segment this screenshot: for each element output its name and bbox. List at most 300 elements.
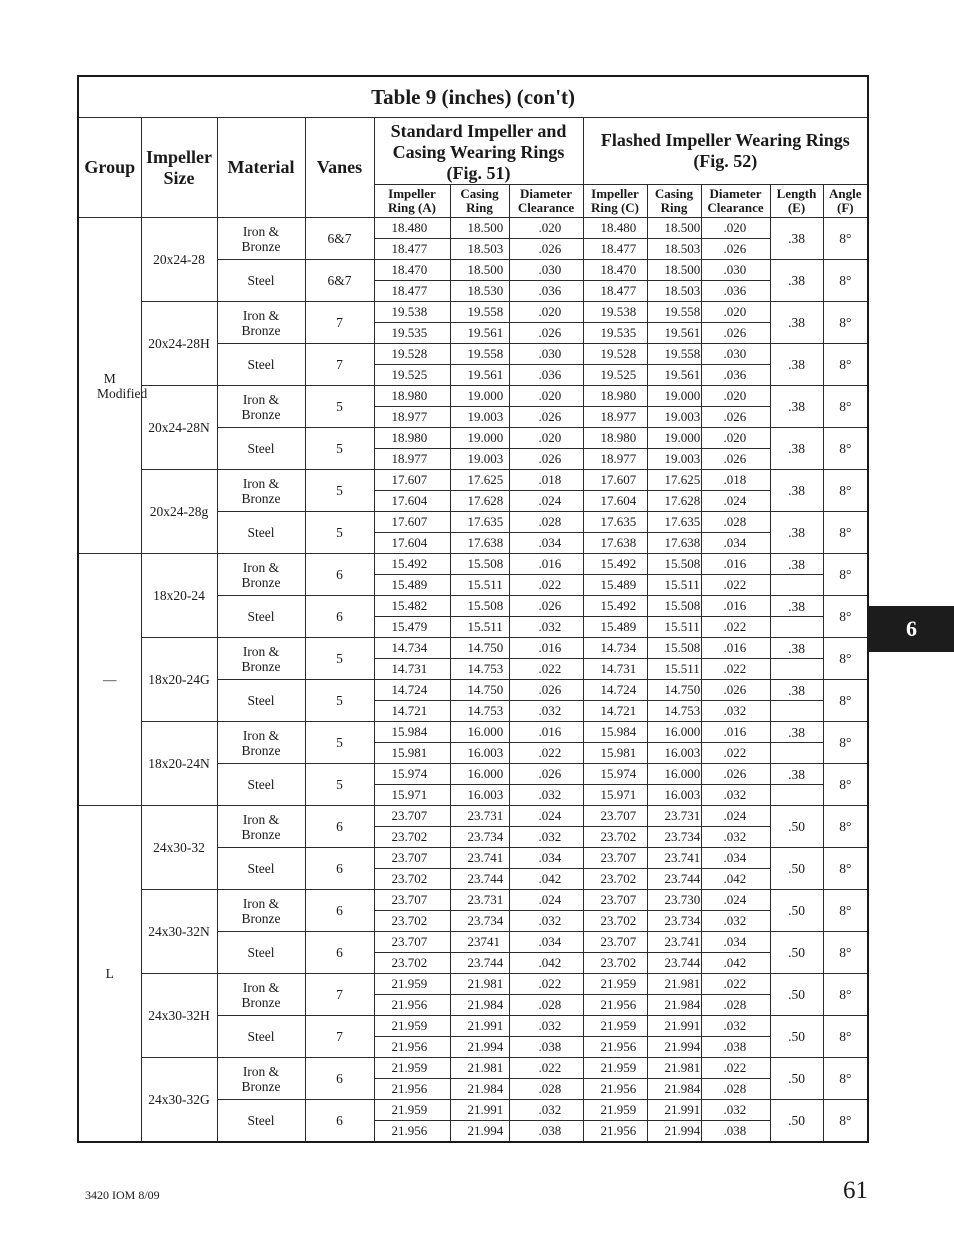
clearance-flashed-value: .016 <box>701 722 770 743</box>
material-cell: Steel <box>217 848 305 890</box>
clearance-std-value: .032 <box>509 701 583 722</box>
impeller-ring-a-value: 18.477 <box>374 281 450 302</box>
casing-ring-flashed-value: 21.981 <box>647 1058 701 1079</box>
clearance-std-value: .022 <box>509 743 583 764</box>
impeller-ring-c-value: 17.638 <box>583 533 647 554</box>
angle-cell: 8° <box>823 722 868 764</box>
clearance-std-value: .032 <box>509 617 583 638</box>
casing-ring-flashed-value: 19.000 <box>647 386 701 407</box>
angle-cell: 8° <box>823 890 868 932</box>
header-vanes: Vanes <box>305 118 374 218</box>
clearance-std-value: .022 <box>509 974 583 995</box>
length-cell: .38 <box>770 638 823 659</box>
clearance-std-value: .042 <box>509 953 583 974</box>
clearance-std-value: .016 <box>509 722 583 743</box>
header-standard-rings: Standard Impeller and Casing Wearing Rings (Fig. 51) <box>374 118 583 185</box>
subheader-clearance-flashed: Diameter Clearance <box>701 185 770 218</box>
length-cell: .38 <box>770 386 823 428</box>
casing-ring-std-value: 23.731 <box>450 806 509 827</box>
angle-cell: 8° <box>823 974 868 1016</box>
clearance-std-value: .032 <box>509 827 583 848</box>
impeller-ring-c-value: 14.731 <box>583 659 647 680</box>
table-row <box>78 302 868 323</box>
impeller-ring-c-value: 23.702 <box>583 869 647 890</box>
material-cell: Iron & Bronze <box>217 218 305 260</box>
clearance-std-value: .030 <box>509 344 583 365</box>
subheader-length-e: Length (E) <box>770 185 823 218</box>
impeller-ring-a-value: 23.702 <box>374 911 450 932</box>
impeller-size-cell: 24x30-32N <box>141 890 217 974</box>
impeller-ring-a-value: 18.980 <box>374 428 450 449</box>
material-cell: Steel <box>217 680 305 722</box>
impeller-ring-a-value: 15.482 <box>374 596 450 617</box>
casing-ring-std-value: 21.984 <box>450 1079 509 1100</box>
clearance-flashed-value: .026 <box>701 764 770 785</box>
clearance-flashed-value: .036 <box>701 365 770 386</box>
angle-cell: 8° <box>823 596 868 638</box>
casing-ring-flashed-value: 16.003 <box>647 743 701 764</box>
impeller-ring-c-value: 18.470 <box>583 260 647 281</box>
angle-cell: 8° <box>823 1016 868 1058</box>
vanes-cell: 7 <box>305 974 374 1016</box>
clearance-flashed-value: .024 <box>701 806 770 827</box>
vanes-cell: 5 <box>305 764 374 806</box>
angle-cell: 8° <box>823 1100 868 1143</box>
impeller-ring-a-value: 19.538 <box>374 302 450 323</box>
impeller-ring-a-value: 17.604 <box>374 533 450 554</box>
vanes-cell: 7 <box>305 344 374 386</box>
vanes-cell: 6 <box>305 1058 374 1100</box>
impeller-ring-c-value: 14.721 <box>583 701 647 722</box>
impeller-ring-a-value: 23.702 <box>374 869 450 890</box>
vanes-cell: 6&7 <box>305 218 374 260</box>
casing-ring-flashed-value: 23.730 <box>647 890 701 911</box>
clearance-flashed-value: .022 <box>701 743 770 764</box>
casing-ring-flashed-value: 23.741 <box>647 848 701 869</box>
angle-cell: 8° <box>823 764 868 806</box>
material-cell: Iron & Bronze <box>217 470 305 512</box>
length-cell: .38 <box>770 428 823 470</box>
casing-ring-flashed-value: 17.628 <box>647 491 701 512</box>
length-cell: .38 <box>770 344 823 386</box>
casing-ring-flashed-value: 16.000 <box>647 764 701 785</box>
impeller-size-cell: 18x20-24 <box>141 554 217 638</box>
casing-ring-std-value: 23741 <box>450 932 509 953</box>
casing-ring-std-value: 21.984 <box>450 995 509 1016</box>
section-tab: 6 <box>869 606 954 652</box>
clearance-std-value: .016 <box>509 638 583 659</box>
material-cell: Iron & Bronze <box>217 1058 305 1100</box>
impeller-ring-a-value: 17.607 <box>374 470 450 491</box>
clearance-std-value: .026 <box>509 239 583 260</box>
clearance-flashed-value: .038 <box>701 1037 770 1058</box>
impeller-ring-a-value: 21.959 <box>374 1058 450 1079</box>
header-material: Material <box>217 118 305 218</box>
impeller-ring-c-value: 15.489 <box>583 617 647 638</box>
casing-ring-std-value: 23.734 <box>450 827 509 848</box>
clearance-flashed-value: .036 <box>701 281 770 302</box>
casing-ring-flashed-value: 21.981 <box>647 974 701 995</box>
casing-ring-flashed-value: 15.508 <box>647 638 701 659</box>
length-cell: .50 <box>770 932 823 974</box>
vanes-cell: 5 <box>305 638 374 680</box>
clearance-flashed-value: .042 <box>701 953 770 974</box>
angle-cell: 8° <box>823 680 868 722</box>
page-number: 61 <box>843 1177 868 1204</box>
casing-ring-std-value: 23.734 <box>450 911 509 932</box>
table-row <box>78 1058 868 1079</box>
material-cell: Steel <box>217 428 305 470</box>
casing-ring-std-value: 18.530 <box>450 281 509 302</box>
length-cell: .38 <box>770 596 823 617</box>
impeller-ring-a-value: 23.707 <box>374 806 450 827</box>
impeller-ring-a-value: 15.984 <box>374 722 450 743</box>
length-cell: .38 <box>770 302 823 344</box>
casing-ring-flashed-value: 18.500 <box>647 218 701 239</box>
vanes-cell: 5 <box>305 470 374 512</box>
casing-ring-std-value: 19.000 <box>450 428 509 449</box>
casing-ring-flashed-value: 15.511 <box>647 659 701 680</box>
impeller-size-cell: 24x30-32H <box>141 974 217 1058</box>
casing-ring-flashed-value: 19.000 <box>647 428 701 449</box>
clearance-std-value: .026 <box>509 680 583 701</box>
vanes-cell: 6 <box>305 596 374 638</box>
vanes-cell: 5 <box>305 428 374 470</box>
clearance-std-value: .026 <box>509 596 583 617</box>
subheader-angle-f: Angle (F) <box>823 185 868 218</box>
clearance-std-value: .034 <box>509 533 583 554</box>
vanes-cell: 6 <box>305 932 374 974</box>
clearance-flashed-value: .032 <box>701 701 770 722</box>
casing-ring-std-value: 19.561 <box>450 365 509 386</box>
impeller-size-cell: 20x24-28 <box>141 218 217 302</box>
casing-ring-std-value: 19.000 <box>450 386 509 407</box>
clearance-std-value: .042 <box>509 869 583 890</box>
material-cell: Iron & Bronze <box>217 806 305 848</box>
casing-ring-flashed-value: 21.994 <box>647 1121 701 1143</box>
table-title: Table 9 (inches) (con't) <box>78 76 868 118</box>
casing-ring-std-value: 14.753 <box>450 659 509 680</box>
angle-cell: 8° <box>823 386 868 428</box>
length-cell-empty <box>770 617 823 638</box>
impeller-ring-a-value: 18.470 <box>374 260 450 281</box>
material-cell: Steel <box>217 764 305 806</box>
clearance-flashed-value: .032 <box>701 785 770 806</box>
clearance-flashed-value: .026 <box>701 449 770 470</box>
casing-ring-std-value: 21.994 <box>450 1121 509 1143</box>
impeller-ring-a-value: 19.528 <box>374 344 450 365</box>
table-row <box>78 806 868 827</box>
clearance-flashed-value: .032 <box>701 827 770 848</box>
impeller-ring-c-value: 18.980 <box>583 386 647 407</box>
impeller-ring-c-value: 19.528 <box>583 344 647 365</box>
impeller-ring-a-value: 21.956 <box>374 1037 450 1058</box>
length-cell-empty <box>770 743 823 764</box>
impeller-ring-c-value: 17.635 <box>583 512 647 533</box>
impeller-ring-c-value: 23.702 <box>583 953 647 974</box>
clearance-flashed-value: .028 <box>701 1079 770 1100</box>
vanes-cell: 6 <box>305 806 374 848</box>
casing-ring-flashed-value: 21.984 <box>647 995 701 1016</box>
casing-ring-flashed-value: 23.731 <box>647 806 701 827</box>
material-cell: Iron & Bronze <box>217 974 305 1016</box>
clearance-flashed-value: .032 <box>701 911 770 932</box>
casing-ring-flashed-value: 18.500 <box>647 260 701 281</box>
length-cell-empty <box>770 659 823 680</box>
length-cell: .38 <box>770 680 823 701</box>
impeller-ring-c-value: 21.956 <box>583 1079 647 1100</box>
subheader-clearance-std: Diameter Clearance <box>509 185 583 218</box>
angle-cell: 8° <box>823 554 868 596</box>
clearance-flashed-value: .028 <box>701 512 770 533</box>
clearance-flashed-value: .026 <box>701 680 770 701</box>
clearance-std-value: .028 <box>509 995 583 1016</box>
material-cell: Steel <box>217 512 305 554</box>
table-row <box>78 554 868 575</box>
clearance-flashed-value: .032 <box>701 1016 770 1037</box>
casing-ring-flashed-value: 19.561 <box>647 323 701 344</box>
impeller-size-cell: 18x20-24G <box>141 638 217 722</box>
casing-ring-flashed-value: 23.734 <box>647 911 701 932</box>
casing-ring-flashed-value: 17.635 <box>647 512 701 533</box>
clearance-std-value: .016 <box>509 554 583 575</box>
length-cell: .50 <box>770 1016 823 1058</box>
impeller-size-cell: 24x30-32 <box>141 806 217 890</box>
impeller-ring-a-value: 14.721 <box>374 701 450 722</box>
impeller-ring-a-value: 15.489 <box>374 575 450 596</box>
clearance-flashed-value: .022 <box>701 1058 770 1079</box>
vanes-cell: 6 <box>305 848 374 890</box>
casing-ring-std-value: 19.003 <box>450 449 509 470</box>
impeller-ring-c-value: 18.480 <box>583 218 647 239</box>
casing-ring-std-value: 16.000 <box>450 764 509 785</box>
casing-ring-flashed-value: 18.503 <box>647 239 701 260</box>
casing-ring-flashed-value: 23.744 <box>647 953 701 974</box>
clearance-std-value: .026 <box>509 764 583 785</box>
length-cell: .38 <box>770 470 823 512</box>
angle-cell: 8° <box>823 848 868 890</box>
casing-ring-std-value: 18.500 <box>450 260 509 281</box>
table-row <box>78 386 868 407</box>
casing-ring-std-value: 19.558 <box>450 344 509 365</box>
casing-ring-std-value: 17.638 <box>450 533 509 554</box>
impeller-ring-c-value: 15.489 <box>583 575 647 596</box>
impeller-ring-c-value: 18.977 <box>583 407 647 428</box>
group-cell: — <box>78 554 141 806</box>
impeller-ring-a-value: 15.479 <box>374 617 450 638</box>
material-cell: Iron & Bronze <box>217 638 305 680</box>
material-cell: Iron & Bronze <box>217 386 305 428</box>
casing-ring-flashed-value: 15.511 <box>647 617 701 638</box>
group-cell: L <box>78 806 141 1143</box>
clearance-flashed-value: .026 <box>701 323 770 344</box>
casing-ring-flashed-value: 19.558 <box>647 302 701 323</box>
casing-ring-std-value: 14.753 <box>450 701 509 722</box>
casing-ring-std-value: 23.744 <box>450 869 509 890</box>
casing-ring-flashed-value: 15.508 <box>647 596 701 617</box>
clearance-flashed-value: .020 <box>701 386 770 407</box>
clearance-std-value: .024 <box>509 890 583 911</box>
clearance-std-value: .022 <box>509 575 583 596</box>
angle-cell: 8° <box>823 344 868 386</box>
impeller-ring-c-value: 21.956 <box>583 1121 647 1143</box>
table-row <box>78 218 868 239</box>
impeller-ring-c-value: 19.535 <box>583 323 647 344</box>
material-cell: Steel <box>217 1100 305 1143</box>
impeller-ring-a-value: 23.707 <box>374 890 450 911</box>
impeller-ring-a-value: 21.959 <box>374 974 450 995</box>
clearance-flashed-value: .034 <box>701 932 770 953</box>
length-cell: .38 <box>770 764 823 785</box>
material-cell: Iron & Bronze <box>217 554 305 596</box>
casing-ring-flashed-value: 16.003 <box>647 785 701 806</box>
clearance-table <box>77 75 869 1143</box>
casing-ring-std-value: 21.991 <box>450 1016 509 1037</box>
casing-ring-flashed-value: 15.511 <box>647 575 701 596</box>
length-cell: .38 <box>770 512 823 554</box>
clearance-flashed-value: .020 <box>701 218 770 239</box>
impeller-ring-c-value: 19.538 <box>583 302 647 323</box>
clearance-flashed-value: .026 <box>701 239 770 260</box>
impeller-ring-a-value: 18.977 <box>374 407 450 428</box>
impeller-ring-c-value: 18.477 <box>583 239 647 260</box>
impeller-ring-c-value: 21.959 <box>583 1100 647 1121</box>
casing-ring-std-value: 17.628 <box>450 491 509 512</box>
impeller-ring-a-value: 18.480 <box>374 218 450 239</box>
length-cell: .38 <box>770 260 823 302</box>
impeller-ring-c-value: 21.959 <box>583 1058 647 1079</box>
impeller-ring-a-value: 21.956 <box>374 1079 450 1100</box>
impeller-ring-c-value: 23.707 <box>583 806 647 827</box>
casing-ring-flashed-value: 19.558 <box>647 344 701 365</box>
impeller-ring-a-value: 14.731 <box>374 659 450 680</box>
impeller-ring-a-value: 21.959 <box>374 1016 450 1037</box>
casing-ring-std-value: 15.508 <box>450 596 509 617</box>
impeller-ring-c-value: 15.492 <box>583 596 647 617</box>
clearance-flashed-value: .030 <box>701 260 770 281</box>
clearance-flashed-value: .022 <box>701 575 770 596</box>
casing-ring-std-value: 21.981 <box>450 1058 509 1079</box>
impeller-ring-c-value: 21.959 <box>583 1016 647 1037</box>
clearance-flashed-value: .042 <box>701 869 770 890</box>
table-row <box>78 638 868 659</box>
material-cell: Steel <box>217 1016 305 1058</box>
clearance-std-value: .020 <box>509 386 583 407</box>
clearance-flashed-value: .038 <box>701 1121 770 1143</box>
impeller-ring-c-value: 23.707 <box>583 890 647 911</box>
impeller-ring-a-value: 14.724 <box>374 680 450 701</box>
length-cell: .50 <box>770 848 823 890</box>
clearance-flashed-value: .024 <box>701 890 770 911</box>
clearance-std-value: .036 <box>509 365 583 386</box>
impeller-size-cell: 20x24-28N <box>141 386 217 470</box>
casing-ring-std-value: 15.511 <box>450 617 509 638</box>
impeller-ring-c-value: 21.959 <box>583 974 647 995</box>
group-cell: M Modified <box>78 218 141 554</box>
material-cell: Steel <box>217 344 305 386</box>
vanes-cell: 6&7 <box>305 260 374 302</box>
impeller-ring-a-value: 15.492 <box>374 554 450 575</box>
casing-ring-std-value: 16.000 <box>450 722 509 743</box>
clearance-flashed-value: .032 <box>701 1100 770 1121</box>
impeller-ring-c-value: 19.525 <box>583 365 647 386</box>
length-cell: .50 <box>770 1058 823 1100</box>
casing-ring-std-value: 18.500 <box>450 218 509 239</box>
impeller-ring-c-value: 21.956 <box>583 995 647 1016</box>
header-impeller-size: Impeller Size <box>141 118 217 218</box>
casing-ring-flashed-value: 15.508 <box>647 554 701 575</box>
vanes-cell: 6 <box>305 890 374 932</box>
angle-cell: 8° <box>823 470 868 512</box>
impeller-ring-a-value: 23.702 <box>374 827 450 848</box>
impeller-ring-c-value: 23.707 <box>583 848 647 869</box>
vanes-cell: 7 <box>305 302 374 344</box>
casing-ring-flashed-value: 23.741 <box>647 932 701 953</box>
casing-ring-std-value: 14.750 <box>450 638 509 659</box>
casing-ring-std-value: 19.558 <box>450 302 509 323</box>
angle-cell: 8° <box>823 1058 868 1100</box>
impeller-size-cell: 20x24-28g <box>141 470 217 554</box>
clearance-flashed-value: .028 <box>701 995 770 1016</box>
angle-cell: 8° <box>823 302 868 344</box>
clearance-flashed-value: .022 <box>701 617 770 638</box>
clearance-flashed-value: .018 <box>701 470 770 491</box>
casing-ring-std-value: 15.508 <box>450 554 509 575</box>
casing-ring-flashed-value: 21.991 <box>647 1100 701 1121</box>
casing-ring-flashed-value: 17.625 <box>647 470 701 491</box>
impeller-ring-a-value: 19.535 <box>374 323 450 344</box>
impeller-ring-c-value: 15.492 <box>583 554 647 575</box>
impeller-ring-c-value: 23.702 <box>583 827 647 848</box>
table-row <box>78 470 868 491</box>
vanes-cell: 7 <box>305 1016 374 1058</box>
clearance-std-value: .034 <box>509 848 583 869</box>
angle-cell: 8° <box>823 428 868 470</box>
clearance-std-value: .032 <box>509 785 583 806</box>
casing-ring-std-value: 23.731 <box>450 890 509 911</box>
clearance-std-value: .026 <box>509 323 583 344</box>
header-group: Group <box>78 118 141 218</box>
casing-ring-flashed-value: 21.984 <box>647 1079 701 1100</box>
casing-ring-std-value: 23.744 <box>450 953 509 974</box>
casing-ring-flashed-value: 14.753 <box>647 701 701 722</box>
clearance-std-value: .032 <box>509 1100 583 1121</box>
clearance-std-value: .020 <box>509 302 583 323</box>
subheader-casing-ring-std: Casing Ring <box>450 185 509 218</box>
clearance-flashed-value: .022 <box>701 659 770 680</box>
clearance-flashed-value: .016 <box>701 596 770 617</box>
impeller-ring-c-value: 17.607 <box>583 470 647 491</box>
material-cell: Steel <box>217 932 305 974</box>
casing-ring-std-value: 18.503 <box>450 239 509 260</box>
clearance-std-value: .022 <box>509 1058 583 1079</box>
casing-ring-flashed-value: 21.991 <box>647 1016 701 1037</box>
impeller-ring-a-value: 18.977 <box>374 449 450 470</box>
impeller-ring-c-value: 14.734 <box>583 638 647 659</box>
impeller-ring-a-value: 23.707 <box>374 848 450 869</box>
casing-ring-std-value: 17.635 <box>450 512 509 533</box>
clearance-std-value: .024 <box>509 806 583 827</box>
impeller-ring-c-value: 23.702 <box>583 911 647 932</box>
length-cell: .38 <box>770 554 823 575</box>
clearance-flashed-value: .030 <box>701 344 770 365</box>
header-flashed-rings: Flashed Impeller Wearing Rings (Fig. 52) <box>583 118 868 185</box>
impeller-ring-a-value: 17.607 <box>374 512 450 533</box>
casing-ring-flashed-value: 19.561 <box>647 365 701 386</box>
impeller-size-cell: 24x30-32G <box>141 1058 217 1143</box>
casing-ring-std-value: 17.625 <box>450 470 509 491</box>
clearance-std-value: .020 <box>509 218 583 239</box>
